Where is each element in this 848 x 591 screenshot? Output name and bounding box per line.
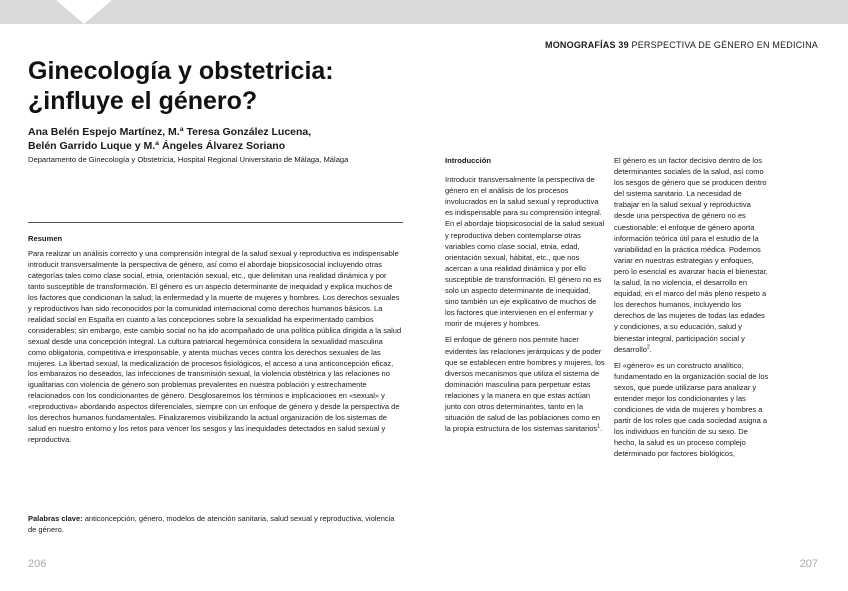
- intro-heading: Introducción: [445, 156, 491, 165]
- affiliation: Departamento de Ginecología y Obstetricia, Hospital Regional Universitario de Málaga, Málaga: [28, 155, 349, 164]
- title-line-2: ¿influye el género?: [28, 87, 258, 115]
- intro-paragraph-2-end: .: [599, 424, 603, 434]
- series-subtitle: PERSPECTIVA DE GÉNERO EN MEDICINA: [631, 40, 818, 50]
- divider: [28, 222, 403, 223]
- keywords: [28, 514, 403, 536]
- intro-paragraph-3: [614, 155, 769, 355]
- intro-paragraph-4: El «género» es un constructo analítico, fundamentado en la organización social de los sexos, que puede utilizarse para analizar y entender mejor los condicionantes y las condiciones de vida de mujeres y hombres a partir de los roles que cada sociedad asigna a los individuos en función de su sexo. De hecho, la salud es un proceso complejo determinado por factores biológicos,: [614, 360, 769, 459]
- citation-1: 1: [597, 423, 600, 430]
- top-notch: [56, 0, 112, 24]
- intro-column-1: [445, 155, 605, 439]
- top-band: [0, 0, 848, 24]
- authors-line-1: Ana Belén Espejo Martínez, M.ª Teresa González Lucena,: [28, 126, 312, 138]
- authors-line-2: Belén Garrido Luque y M.ª Ángeles Álvarez Soriano: [28, 140, 286, 152]
- citation-2: 2: [646, 344, 650, 351]
- keywords-label: Palabras clave:: [28, 514, 83, 523]
- page-number-right: 207: [799, 558, 818, 570]
- running-header: [545, 40, 818, 50]
- keywords-text: anticoncepción, género, modelos de atención sanitaria, salud sexual y reproductiva, violencia de género.: [28, 514, 395, 534]
- abstract-heading: Resumen: [28, 234, 63, 243]
- authors: [28, 125, 428, 153]
- title-line-1: Ginecología y obstetricia:: [28, 57, 334, 85]
- intro-paragraph-3-end: .: [649, 344, 652, 354]
- intro-paragraph-3-text: El género es un factor decisivo dentro de los determinantes sociales de la salud, así como los sesgos de género que se producen dentro del sistema sanitario. La necesidad de trabajar en la salud sexual y reproductiva desde una perspectiva de género no es cuestionable; el enfoque de género aporta información teórica útil para el estudio de la variabilidad en la práctica médica. Podemos variar en nuestras estrategias y enfoques, pero lo esencial es avanzar hacia el bienestar, la salud, la no violencia, el desarrollo en equidad, en el marco del más pleno respeto a los derechos humanos, incluyendo los derechos de las mujeres de todas las edades y condiciones, a su educación, salud y bienestar integral, participación social y desarrollo: [614, 156, 768, 354]
- intro-column-2: [614, 155, 769, 465]
- article-title: [28, 56, 428, 116]
- abstract-text: Para realizar un análisis correcto y una comprensión integral de la salud sexual y reproductiva es indispensable introducir transversalmente la perspectiva de género, así como el abordaje biopsicosocial incluyendo otras categorías tales como clase social, etnia, orientación sexual, etc., que delimitan una realidad dinámica y por tanto susceptible de transformación. El género es un aspecto determinante de inequidad y explica muchos de los factores que condicionan la salud; la enfermedad y la muerte de mujeres y hombres. Los derechos sexuales y reproductivos han sido reconocidos por la comunidad internacional como derechos humanos básicos. La realidad social en España en cuanto a las concepciones sobre la sexualidad ha experimentado cambios considerables; sin embargo, este cambio social no ha ido acompañado de una política pública dirigida a la salud sexual desde una concepción integral. La cultura patriarcal hegemónica considera la sexualidad masculina como obligatoria, competitiva e irresponsable, y atenta muchas veces contra los derechos sexuales de las mujeres. La libertad sexual, la medicalización de procesos fisiológicos, el acceso a una anticoncepción eficaz, los embarazos no deseados, las infecciones de transmisión sexual, la violencia obstétrica y las relaciones no igualitarias con violencia de género son problemas prevalentes en nuestra población y estrechamente relacionados con los condicionantes de género. Desglosaremos los términos e implicaciones en «sexual» y «reproductiva» abordando aspectos diferenciales, siempre con un enfoque de género y desde la perspectiva de los derechos humanos fundamentales. Finalizaremos visibilizando la actual organización de los sistemas de salud en nuestro entorno y los retos para vencer los sesgos y las inequidades detectados en salud sexual y reproductiva.: [28, 249, 402, 445]
- page-number-left: 206: [28, 558, 47, 570]
- series-label: MONOGRAFÍAS 39: [545, 40, 629, 50]
- intro-paragraph-1: Introducir transversalmente la perspectiva de género en el análisis de los procesos involucrados en la salud sexual y reproductiva es indispensable para su comprensión integral. En el abordaje biopsicosocial de la salud sexual y reproductiva deben contemplarse otras variables como clase social, etnia, edad, orientación sexual, hábitat, etc., que nos acercan a una realidad dinámica y por ello susceptible de transformación. El género no es solo un aspecto determinante de inequidad, sino también un eje explicativo de muchos de los factores que intervienen en el enfermar y morir de mujeres y hombres.: [445, 175, 605, 329]
- intro-paragraph-2: [445, 334, 605, 434]
- intro-paragraph-2-text: El enfoque de género nos permite hacer evidentes las relaciones jerárquicas y de poder que se establecen entre hombres y mujeres, los diversos mecanismos que utiliza el sistema de dominación masculina para perpetuar estas relaciones y la manera en que estas actúan junto con otros determinantes, tanto en la situación de salud de las poblaciones como en la propia estructura de los sistemas sanitarios: [445, 335, 605, 434]
